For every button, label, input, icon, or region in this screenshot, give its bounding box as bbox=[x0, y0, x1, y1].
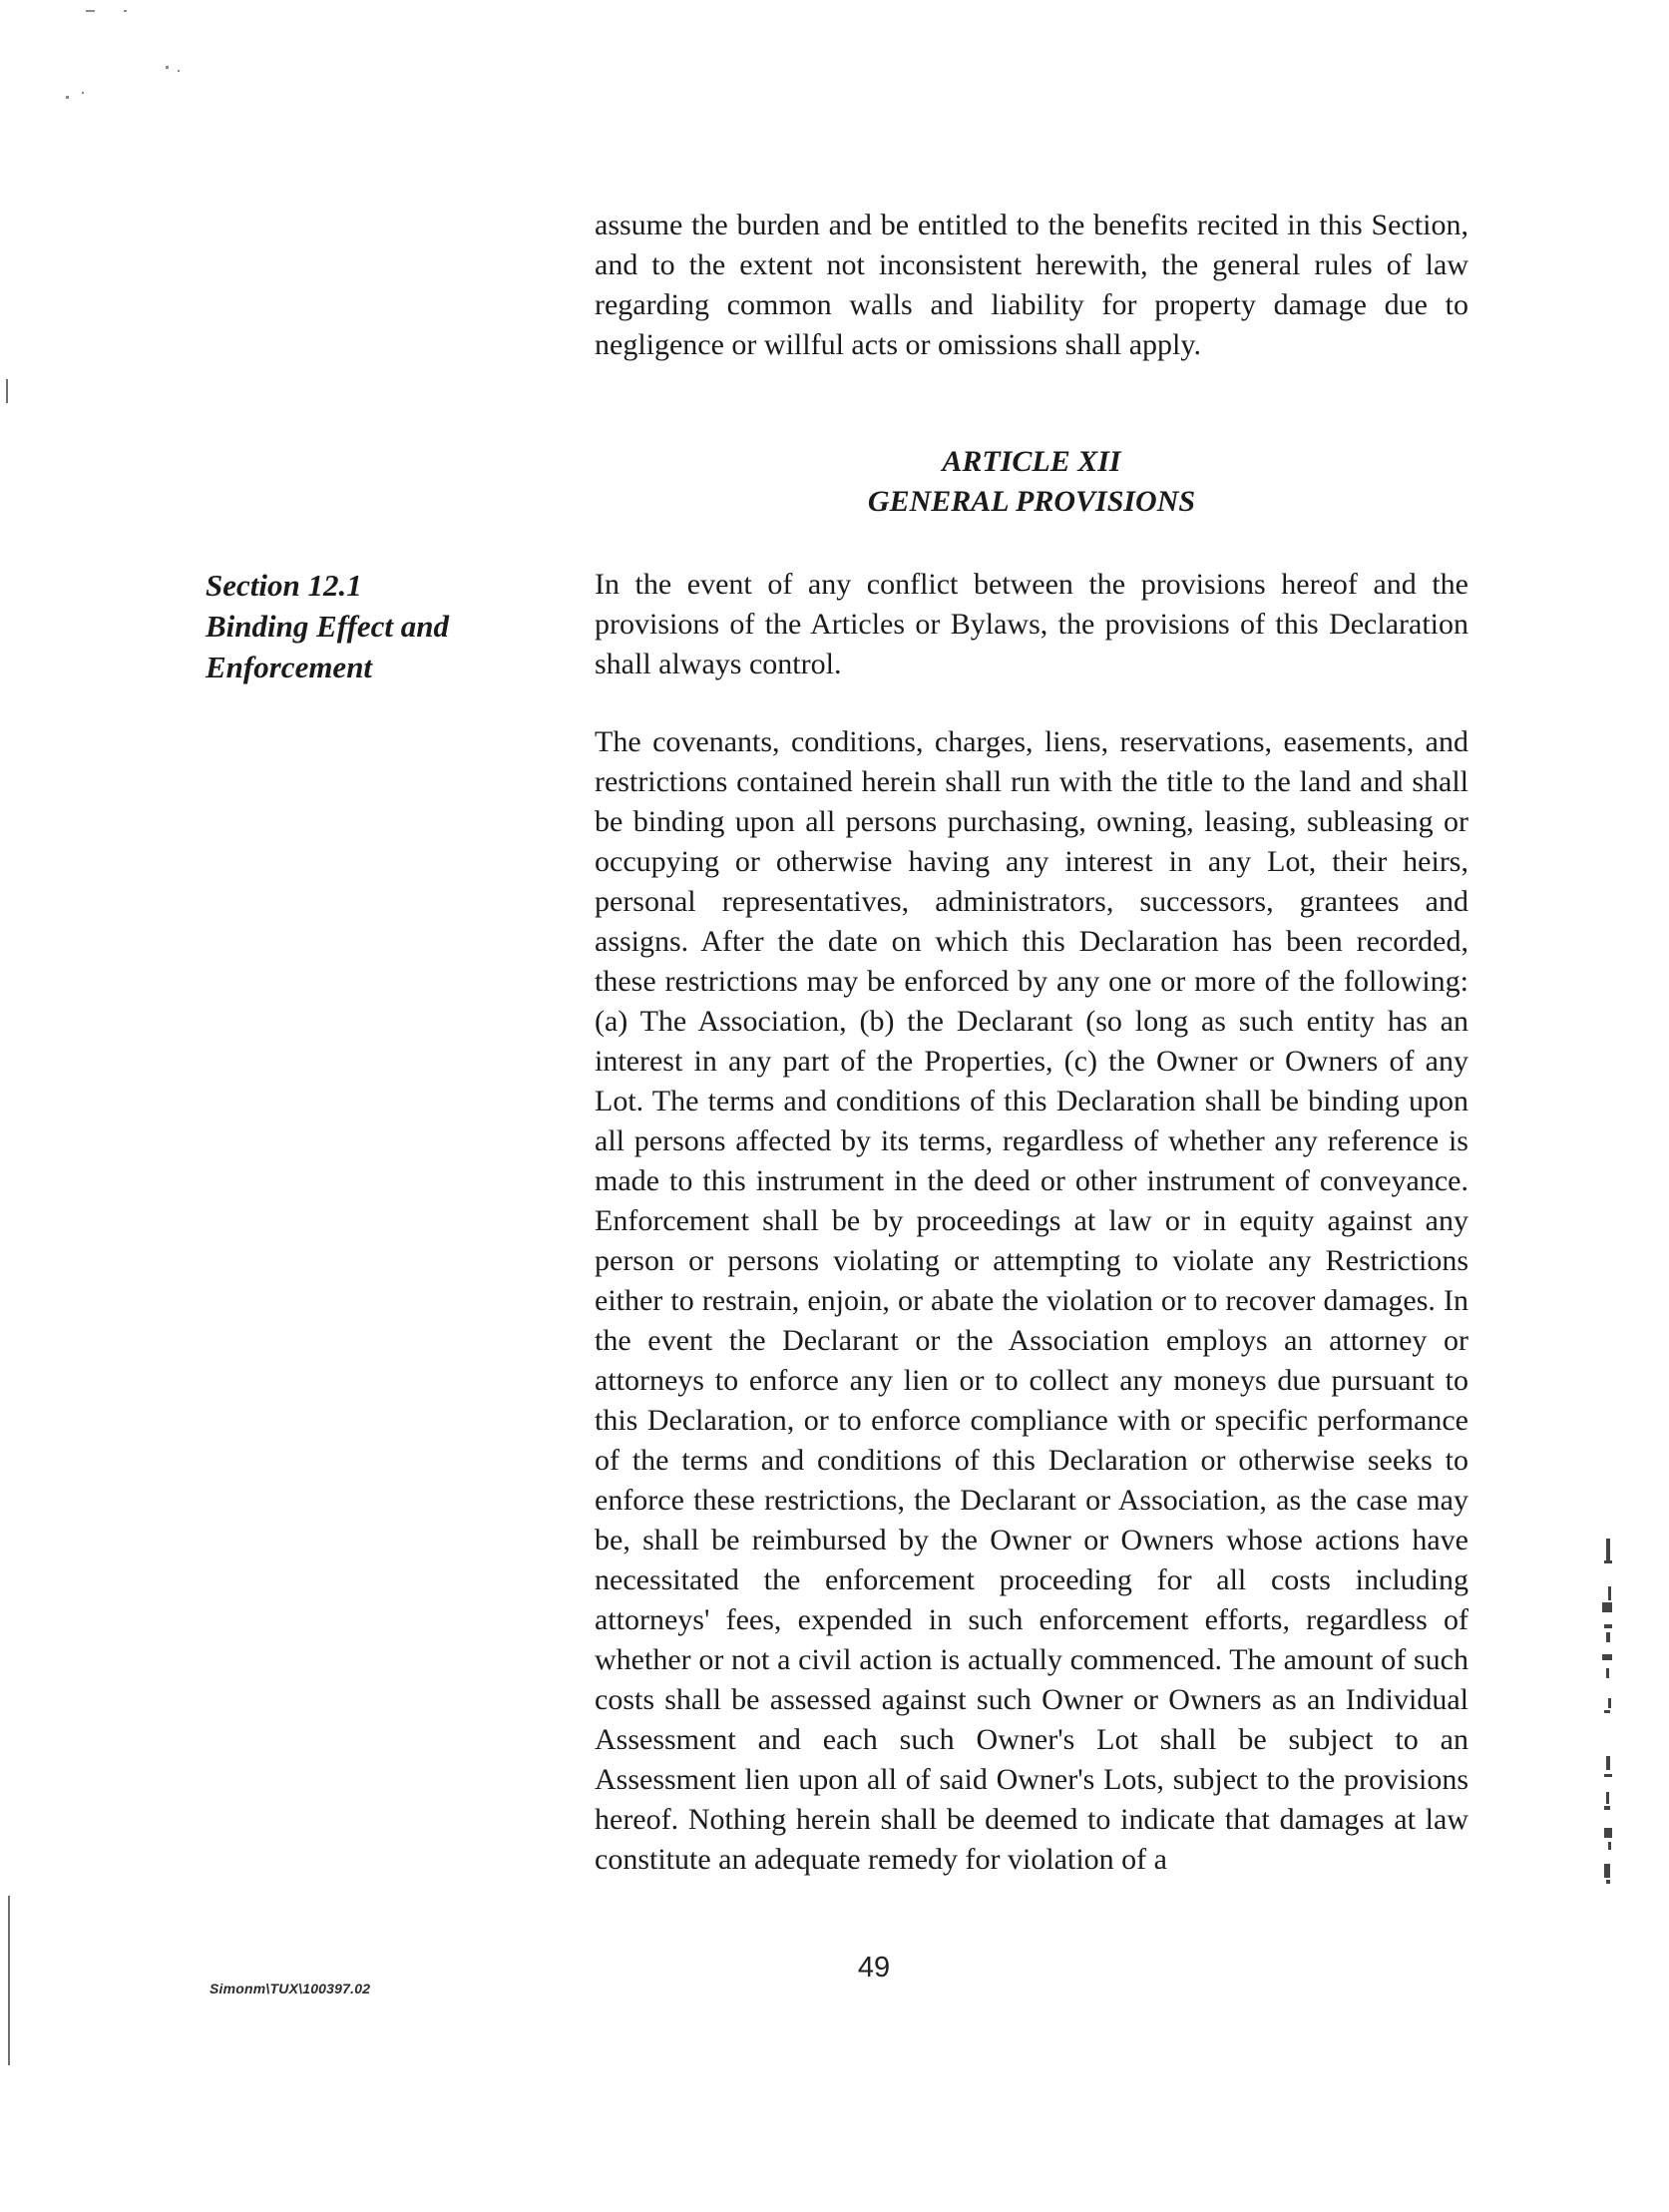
section-body bbox=[595, 565, 1468, 1880]
section-number: Section 12.1 bbox=[206, 568, 362, 603]
recording-stamp-marks bbox=[1564, 1537, 1644, 1896]
section-margin-label bbox=[206, 565, 505, 687]
scan-edge-line bbox=[8, 1896, 10, 2065]
scan-speck bbox=[86, 10, 95, 12]
section-title-line1: Binding Effect and bbox=[206, 609, 450, 644]
scan-speck bbox=[66, 96, 69, 99]
article-number: ARTICLE XII bbox=[942, 445, 1121, 478]
scan-speck bbox=[82, 92, 84, 94]
scan-speck bbox=[124, 10, 127, 12]
section-paragraph-conflict: In the event of any conflict between the provisions hereof and the provisions of the Articles or Bylaws, the provisions of this Declaration shall always control. bbox=[595, 568, 1468, 680]
continuation-paragraph: assume the burden and be entitled to the benefits recited in this Section, and to the extent not inconsistent herewith, the general rules of law regarding common walls and liability for property damage due to negligence or willful acts or omissions shall apply. bbox=[595, 209, 1468, 361]
section-title-line2: Enforcement bbox=[206, 650, 373, 684]
article-heading bbox=[595, 442, 1468, 522]
document-id: Simonm\TUX\100397.02 bbox=[209, 1981, 371, 1996]
page-number: 49 bbox=[857, 1952, 891, 1984]
scan-edge-line bbox=[6, 379, 8, 403]
section-paragraph-covenants: The covenants, conditions, charges, liens, reservations, easements, and restrictions contained herein shall run with the title to the land and shall be binding upon all persons purchasing, owning, leasing, subleasing or occupying or otherwise having any interest in any Lot, their heirs, personal representatives, administrators, successors, grantees and assigns. After the date on which this Declaration has been recorded, these restrictions may be enforced by any one or more of the following: (a) The Association, (b) the Declarant (so long as such entity has an interest in any part of the Properties, (c) the Owner or Owners of any Lot. The terms and conditions of this Declaration shall be binding upon all persons affected by its terms, regardless of whether any reference is made to this instrument in the deed or other instrument of conveyance. Enforcement shall be by proceedings at law or in equity against any person or persons violating or attempting to violate any Restrictions either to restrain, enjoin, or abate the violation or to recover damages. In the event the Declarant or the Association employs an attorney or attorneys to enforce any lien or to collect any moneys due pursuant to this Declaration, or to enforce compliance with or specific performance of the terms and conditions of this Declaration or otherwise seeks to enforce these restrictions, the Declarant or Association, as the case may be, shall be reimbursed by the Owner or Owners whose actions have necessitated the enforcement proceeding for all costs including attorneys' fees, expended in such enforcement efforts, regardless of whether or not a civil action is actually commenced. The amount of such costs shall be assessed against such Owner or Owners as an Individual Assessment and each such Owner's Lot shall be subject to an Assessment lien upon all of said Owner's Lots, subject to the provisions hereof. Nothing herein shall be deemed to indicate that damages at law constitute an adequate remedy for violation of a bbox=[595, 725, 1468, 1876]
scan-speck bbox=[178, 70, 180, 72]
article-title: GENERAL PROVISIONS bbox=[867, 485, 1196, 518]
scan-speck bbox=[166, 66, 169, 69]
